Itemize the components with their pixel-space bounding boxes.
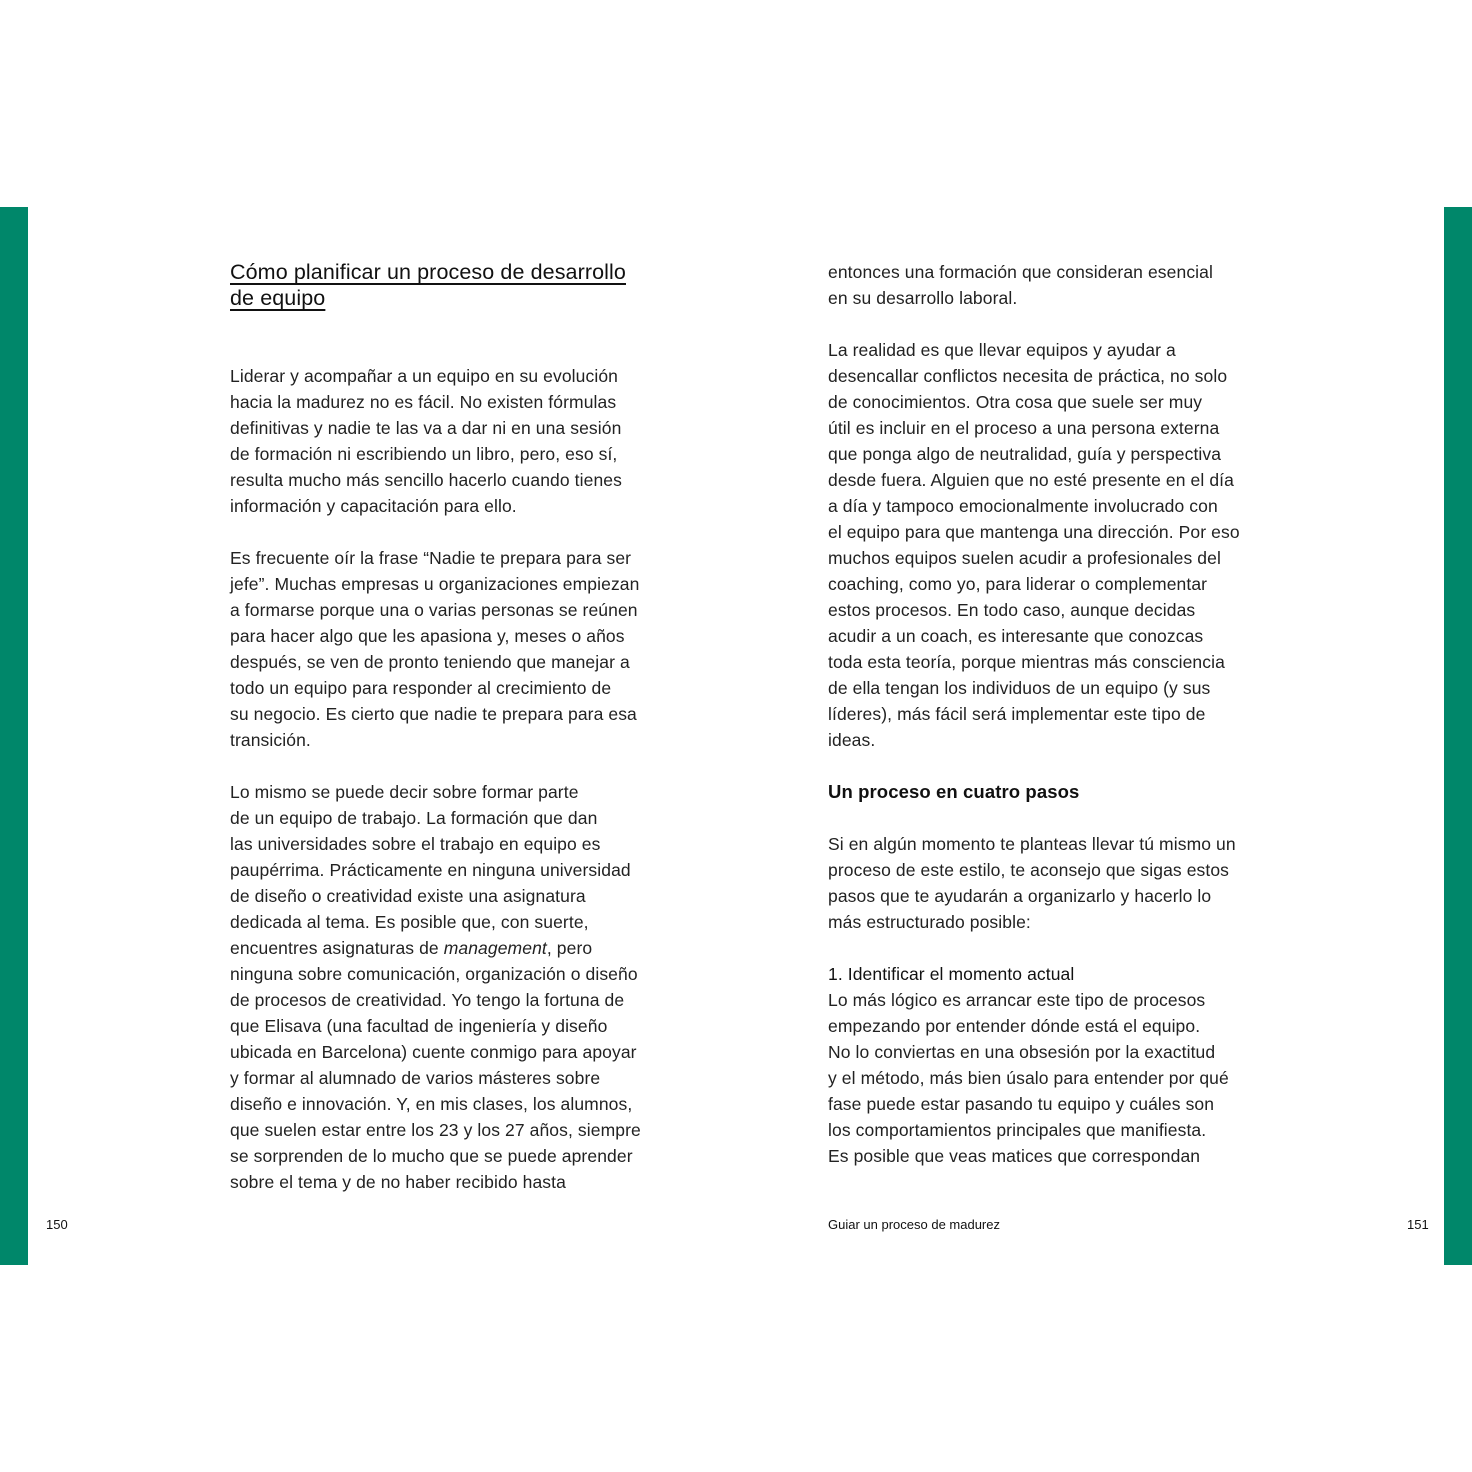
text-line: de un equipo de trabajo. La formación que dan <box>230 808 598 828</box>
text-line: ubicada en Barcelona) cuente conmigo para apoyar <box>230 1042 637 1062</box>
text-line: a día y tampoco emocionalmente involucrado con <box>828 496 1218 516</box>
italic-term: management <box>443 938 547 958</box>
text-line: y formar al alumnado de varios másteres sobre <box>230 1068 601 1088</box>
text-line: que Elisava (una facultad de ingeniería y diseño <box>230 1016 608 1036</box>
text-line: ninguna sobre comunicación, organización o diseño <box>230 964 638 984</box>
text-line: fase puede estar pasando tu equipo y cuáles son <box>828 1094 1215 1114</box>
text-fragment: , pero <box>546 938 593 958</box>
text-line: hacia la madurez no es fácil. No existen fórmulas <box>230 392 617 412</box>
text-line: de diseño o creatividad existe una asignatura <box>230 886 586 906</box>
text-line: que suelen estar entre los 23 y los 27 años, siempre <box>230 1120 641 1140</box>
text-line: Si en algún momento te planteas llevar tú mismo un <box>828 834 1236 854</box>
right-page-column <box>828 259 1248 1169</box>
text-line: ideas. <box>828 730 876 750</box>
paragraph <box>230 545 650 753</box>
text-line: información y capacitación para ello. <box>230 496 517 516</box>
text-line: La realidad es que llevar equipos y ayudar a <box>828 340 1176 360</box>
text-line: más estructurado posible: <box>828 912 1031 932</box>
step-section <box>828 961 1248 1169</box>
text-line: todo un equipo para responder al crecimiento de <box>230 678 612 698</box>
running-footer: Guiar un proceso de madurez <box>828 1217 1000 1232</box>
text-line: para hacer algo que les apasiona y, meses o años <box>230 626 625 646</box>
text-line: estos procesos. En todo caso, aunque decidas <box>828 600 1196 620</box>
text-line: de conocimientos. Otra cosa que suele ser muy <box>828 392 1203 412</box>
paragraph <box>828 259 1248 311</box>
text-line: entonces una formación que consideran esencial <box>828 262 1213 282</box>
page-number-left: 150 <box>46 1217 68 1232</box>
text-line: sobre el tema y de no haber recibido hasta <box>230 1172 566 1192</box>
paragraph <box>230 363 650 519</box>
text-line: a formarse porque una o varias personas se reúnen <box>230 600 638 620</box>
text-line: Es posible que veas matices que correspondan <box>828 1146 1201 1166</box>
text-line: acudir a un coach, es interesante que conozcas <box>828 626 1204 646</box>
text-line: desencallar conflictos necesita de práctica, no solo <box>828 366 1228 386</box>
text-line: su negocio. Es cierto que nadie te prepara para esa <box>230 704 637 724</box>
text-line: toda esta teoría, porque mientras más consciencia <box>828 652 1225 672</box>
section-title-line: de equipo <box>230 286 326 310</box>
text-line: definitivas y nadie te las va a dar ni en una sesión <box>230 418 622 438</box>
text-line: jefe”. Muchas empresas u organizaciones empiezan <box>230 574 640 594</box>
text-line: líderes), más fácil será implementar este tipo de <box>828 704 1206 724</box>
text-line: muchos equipos suelen acudir a profesionales del <box>828 548 1221 568</box>
text-line: los comportamientos principales que manifiesta. <box>828 1120 1207 1140</box>
text-line: Liderar y acompañar a un equipo en su evolución <box>230 366 619 386</box>
page-number-right: 151 <box>1407 1217 1429 1232</box>
subheading: Un proceso en cuatro pasos <box>828 781 1080 802</box>
text-line: transición. <box>230 730 311 750</box>
text-line: se sorprenden de lo mucho que se puede aprender <box>230 1146 633 1166</box>
text-line: que ponga algo de neutralidad, guía y perspectiva <box>828 444 1222 464</box>
text-line: Lo más lógico es arrancar este tipo de procesos <box>828 990 1206 1010</box>
text-line <box>230 935 650 961</box>
text-line: paupérrima. Prácticamente en ninguna universidad <box>230 860 631 880</box>
text-line: diseño e innovación. Y, en mis clases, los alumnos, <box>230 1094 633 1114</box>
text-line: desde fuera. Alguien que no esté presente en el día <box>828 470 1234 490</box>
text-line: de formación ni escribiendo un libro, pero, eso sí, <box>230 444 618 464</box>
text-line: resulta mucho más sencillo hacerlo cuando tienes <box>230 470 622 490</box>
text-line: pasos que te ayudarán a organizarlo y hacerlo lo <box>828 886 1212 906</box>
text-line: empezando por entender dónde está el equipo. <box>828 1016 1201 1036</box>
paragraph <box>230 779 650 1195</box>
text-line: de procesos de creatividad. Yo tengo la fortuna de <box>230 990 625 1010</box>
text-line: proceso de este estilo, te aconsejo que sigas estos <box>828 860 1230 880</box>
text-fragment: encuentres asignaturas de <box>230 938 444 958</box>
text-line: después, se ven de pronto teniendo que manejar a <box>230 652 630 672</box>
text-line: útil es incluir en el proceso a una persona externa <box>828 418 1220 438</box>
section-title <box>230 259 650 311</box>
paragraph <box>828 337 1248 753</box>
left-edge-bar <box>0 207 28 1265</box>
text-line: No lo conviertas en una obsesión por la exactitud <box>828 1042 1216 1062</box>
text-line: en su desarrollo laboral. <box>828 288 1018 308</box>
text-line: Lo mismo se puede decir sobre formar parte <box>230 782 579 802</box>
book-spread <box>0 207 1472 1265</box>
right-edge-bar <box>1444 207 1472 1265</box>
text-line: Es frecuente oír la frase “Nadie te prepara para ser <box>230 548 632 568</box>
left-page-column <box>230 259 650 1195</box>
text-line: el equipo para que mantenga una dirección. Por eso <box>828 522 1240 542</box>
text-line: de ella tengan los individuos de un equipo (y sus <box>828 678 1211 698</box>
step-title: 1. Identificar el momento actual <box>828 964 1075 984</box>
paragraph <box>828 831 1248 935</box>
text-line: coaching, como yo, para liderar o complementar <box>828 574 1208 594</box>
text-line: dedicada al tema. Es posible que, con suerte, <box>230 912 589 932</box>
text-line: las universidades sobre el trabajo en equipo es <box>230 834 601 854</box>
section-title-line: Cómo planificar un proceso de desarrollo <box>230 260 626 284</box>
text-line: y el método, más bien úsalo para entender por qué <box>828 1068 1229 1088</box>
